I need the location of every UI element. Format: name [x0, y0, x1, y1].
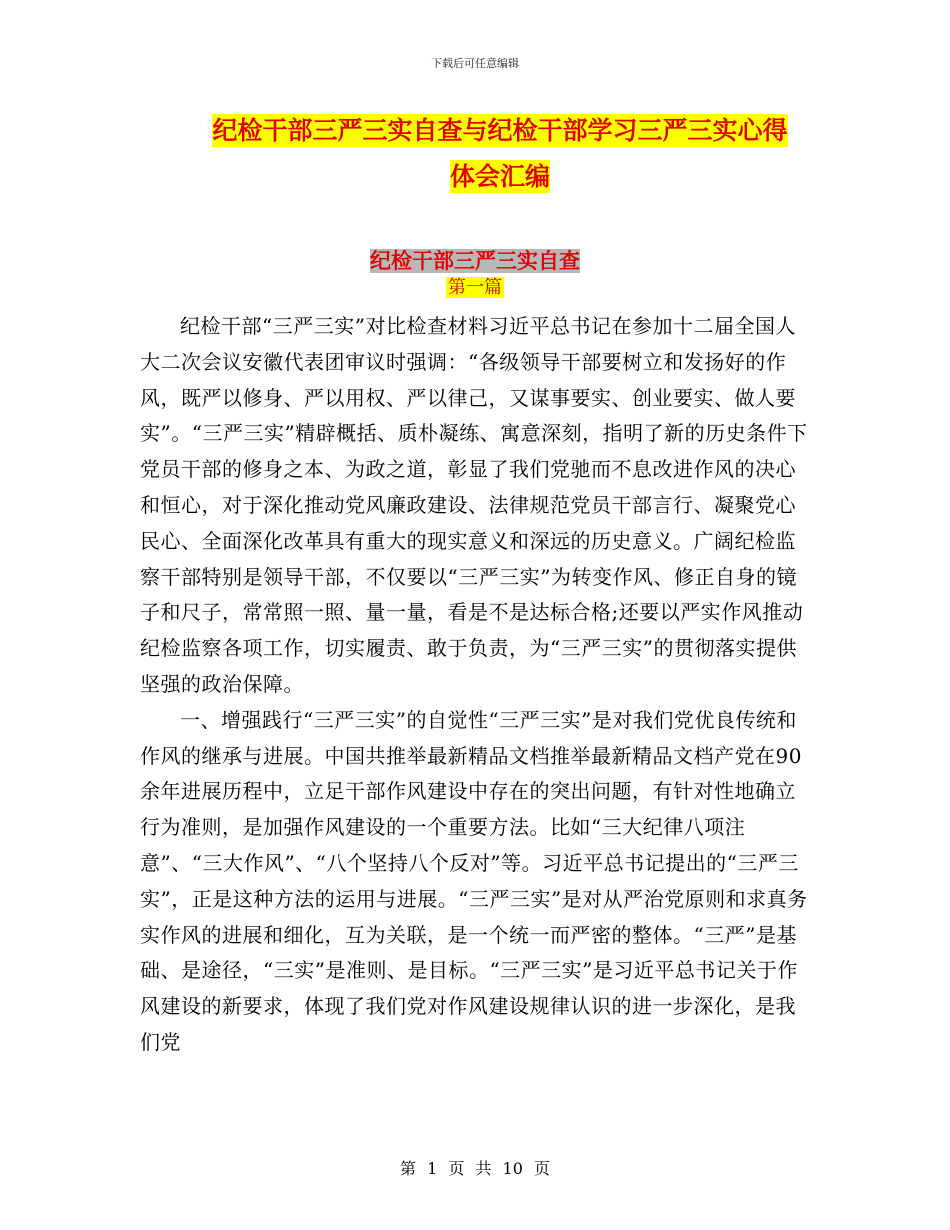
document-title-line2: 体会汇编 [449, 162, 550, 191]
section-label [0, 276, 950, 300]
document-title [140, 108, 860, 200]
header-note: 下载后可任意编辑 [431, 57, 519, 70]
section-label-text: 第一篇 [448, 277, 502, 298]
section-title-text: 纪检干部三严三实自查 [370, 249, 580, 273]
page-footer: 第 1 页 共 10 页 [400, 1159, 550, 1178]
paragraph: 纪检干部“三严三实”对比检查材料习近平总书记在参加十二届全国人大二次会议安徽代表团审议时强调：“各级领导干部要树立和发扬好的作风，既严以修身、严以用权、严以律己，又谋事要实、创业要实、做人要实”。“三严三实”精辟概括、质朴凝练、寓意深刻，指明了新的历史条件下党员干部的修身之本、为政之道，彰显了我们党驰而不息改进作风的决心和恒心，对于深化推动党风廉政建设、法律规范党员干部言行、凝聚党心民心、全面深化改革具有重大的现实意义和深远的历史意义。广阔纪检监察干部特别是领导干部，不仅要以“三严三实”为转变作风、修正自身的镜子和尺子，常常照一照、量一量，看是不是达标合格;还要以严实作风推动纪检监察各项工作，切实履责、敢于负责，为“三严三实”的贯彻落实提供坚强的政治保障。 [140, 314, 808, 696]
document-title-line1: 纪检干部三严三实自查与纪检干部学习三严三实心得 [212, 116, 788, 145]
body-text [140, 309, 812, 1061]
section-title [0, 247, 950, 275]
paragraph: 一、增强践行“三严三实”的自觉性“三严三实”是对我们党优良传统和作风的继承与进展。中国共推举最新精品文档推举最新精品文档产党在90余年进展历程中，立足干部作风建设中存在的突出问题，有针对性地确立行为准则，是加强作风建设的一个重要方法。比如“三大纪律八项注意”、“三大作风”、“八个坚持八个反对”等。习近平总书记提出的“三严三实”，正是这种方法的运用与进展。“三严三实”是对从严治党原则和求真务实作风的进展和细化，互为关联，是一个统一而严密的整体。“三严”是基础、是途径，“三实”是准则、是目标。“三严三实”是习近平总书记关于作风建设的新要求，体现了我们党对作风建设规律认识的进一步深化，是我们党 [140, 707, 808, 1054]
